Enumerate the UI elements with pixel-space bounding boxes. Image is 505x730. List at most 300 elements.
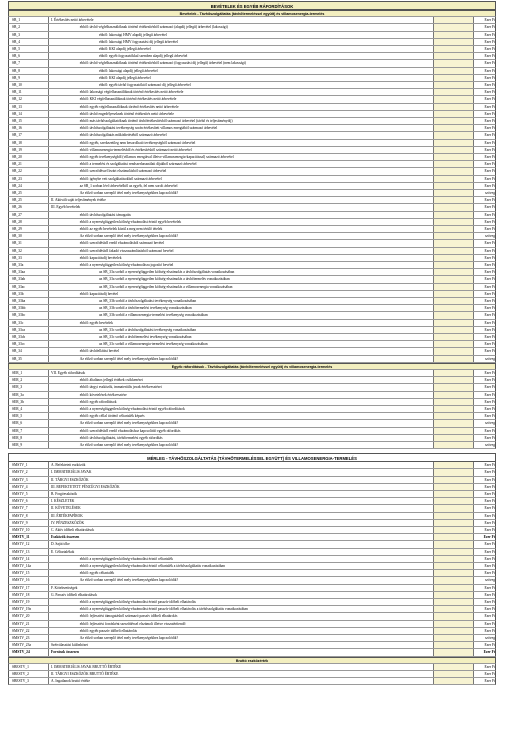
row-unit: Ezer Ft	[474, 284, 496, 290]
value-input-cell[interactable]	[434, 248, 474, 254]
value-input-cell[interactable]	[434, 204, 474, 210]
row-description: II. KÖVETELÉSEK	[49, 505, 434, 511]
row-description: VII. Egyéb ráfordítások	[49, 370, 434, 376]
value-input-cell[interactable]	[434, 413, 474, 419]
row-code: SB_33ca	[9, 327, 49, 333]
row-code: SB_3	[9, 32, 49, 38]
row-code: SMSTV_13	[9, 549, 49, 555]
row-description: ebből: tárgyi eszközök, immateriális javak értékvesztései	[49, 384, 434, 390]
row-description: ebből: általános jellegű értékek csökkenései	[49, 377, 434, 383]
row-code: SER_1	[9, 370, 49, 376]
row-code: SMSTV_14	[9, 556, 49, 562]
value-input-cell[interactable]	[434, 334, 474, 340]
row-unit: Ezer Ft	[474, 327, 496, 333]
row-description: III. BEFEKTETETT PÉNZÜGYI ESZKÖZÖK	[49, 484, 434, 490]
row-unit: Ezer Ft	[474, 664, 496, 670]
row-unit: Ezer Ft	[474, 219, 496, 225]
row-unit: Ezer Ft	[474, 183, 496, 189]
row-description: az SB_33c sorból a távhőszolgáltatási tevékenység vonatkozásában	[49, 327, 434, 333]
value-input-cell[interactable]	[434, 469, 474, 475]
row-code: SB_1	[9, 17, 49, 23]
row-unit: Ezer Ft	[474, 592, 496, 598]
value-input-cell[interactable]	[434, 53, 474, 59]
row-code: SB_11	[9, 89, 49, 95]
row-code: SMSTV_19a	[9, 606, 49, 612]
value-input-cell[interactable]	[434, 341, 474, 347]
value-input-cell[interactable]	[434, 17, 474, 23]
value-input-cell[interactable]	[434, 111, 474, 117]
row-unit: Ezer Ft	[474, 384, 496, 390]
value-input-cell[interactable]	[434, 176, 474, 182]
table-row	[8, 392, 496, 399]
row-unit: Ezer Ft	[474, 24, 496, 30]
table-row	[8, 541, 496, 548]
row-code: SMSTV_19	[9, 599, 49, 605]
value-input-cell[interactable]	[434, 678, 474, 684]
row-unit: szöveg	[474, 442, 496, 448]
row-description: ebből: a nyereségfüggetlen költség-elszámolást érintő céltartalék	[49, 556, 434, 562]
table-row	[8, 204, 496, 211]
table-row	[8, 60, 496, 67]
value-input-cell[interactable]	[434, 276, 474, 282]
table-row	[8, 82, 496, 89]
value-input-cell[interactable]	[434, 384, 474, 390]
row-unit: Ezer Ft	[474, 104, 496, 110]
value-input-cell[interactable]	[434, 592, 474, 598]
table-row	[8, 477, 496, 484]
row-unit: Ezer Ft	[474, 68, 496, 74]
value-input-cell[interactable]	[434, 392, 474, 398]
row-unit: Ezer Ft	[474, 298, 496, 304]
table-row	[8, 46, 496, 53]
value-input-cell[interactable]	[434, 320, 474, 326]
table-row	[8, 104, 496, 111]
row-unit: Ezer Ft	[474, 599, 496, 605]
row-unit: Ezer Ft	[474, 370, 496, 376]
table-row	[8, 585, 496, 592]
row-unit: szöveg	[474, 190, 496, 196]
row-unit: Ezer Ft	[474, 96, 496, 102]
table-row	[8, 269, 496, 276]
row-description: ebből: egyéb, szerkezetileg nem besorolható tevékenységből származó árbevétel	[49, 140, 434, 146]
row-description: az SB_33b sorból a villamosenergia-termelési tevékenység vonatkozásában	[49, 312, 434, 318]
row-code: SMSTV_23	[9, 635, 49, 641]
row-unit: Ezer Ft	[474, 399, 496, 405]
value-input-cell[interactable]	[434, 240, 474, 246]
row-unit: Ezer Ft	[474, 628, 496, 634]
value-input-cell[interactable]	[434, 154, 474, 160]
value-input-cell[interactable]	[434, 89, 474, 95]
value-input-cell[interactable]	[434, 147, 474, 153]
row-unit: Ezer Ft	[474, 678, 496, 684]
table-row	[8, 226, 496, 233]
value-input-cell[interactable]	[434, 212, 474, 218]
row-code: SMSTV_14a	[9, 563, 49, 569]
value-input-cell[interactable]	[434, 168, 474, 174]
table-row	[8, 219, 496, 226]
value-input-cell[interactable]	[434, 613, 474, 619]
row-description: ebből: a nyereségfüggetlen költség-elszámolást érintő céltartalék a távhőszolgáltatás vonatkozásában	[49, 563, 434, 569]
value-input-cell[interactable]	[434, 563, 474, 569]
table-row	[8, 462, 496, 469]
row-description: Az előző sorban szereplő tétel mely tevékenységekhez kapcsolódik?	[49, 190, 434, 196]
row-code: SER_3	[9, 384, 49, 390]
table-row	[8, 592, 496, 599]
value-input-cell[interactable]	[434, 39, 474, 45]
row-unit: szöveg	[474, 233, 496, 239]
row-description: ebből: a nyereségfüggetlen költség-elszámolást érintő passzív időbeli elhatárolás a távhőszolgáltatás vonatkozásában	[49, 606, 434, 612]
row-description: az SB_1 sorban lévő árbevételből az egyéb, fel nem sorolt árbevétel	[49, 183, 434, 189]
value-input-cell[interactable]	[434, 491, 474, 497]
row-description: ebből: kapacitásdíj bevétel	[49, 291, 434, 297]
row-code: SB_21	[9, 161, 49, 167]
section-subtitle-text: Bevételek - Távhőszolgáltatás (távhőtermeléssel együtt) és villamosenergia-termelés	[179, 12, 325, 16]
table-row	[8, 356, 496, 363]
row-unit: Ezer Ft	[474, 204, 496, 210]
row-description: Eszközök összesen	[49, 534, 434, 540]
row-unit: Ezer Ft	[474, 46, 496, 52]
value-input-cell[interactable]	[434, 505, 474, 511]
table-row	[8, 570, 496, 577]
row-code: SER_9	[9, 442, 49, 448]
value-input-cell[interactable]	[434, 621, 474, 627]
value-input-cell[interactable]	[434, 284, 474, 290]
row-code: SMSTV_20	[9, 613, 49, 619]
value-input-cell[interactable]	[434, 161, 474, 167]
value-input-cell[interactable]	[434, 197, 474, 203]
value-input-cell[interactable]	[434, 606, 474, 612]
table-row	[8, 384, 496, 391]
row-description: I. IMMATERIÁLIS JAVAK	[49, 469, 434, 475]
table-row	[8, 628, 496, 635]
row-description: C. Aktív időbeli elhatárolások	[49, 527, 434, 533]
row-unit: Ezer Ft	[474, 168, 496, 174]
row-code: SMSTV_16	[9, 577, 49, 583]
row-code: SB_33bc	[9, 312, 49, 318]
row-description: ebből: egyéb tevékenységből (villamos energiával illetve villamosenergia-kapacitással) származó árbevétel	[49, 154, 434, 160]
section-subtitle	[8, 657, 496, 664]
row-unit: Ezer Ft	[474, 248, 496, 254]
row-description: Szétválasztási különbözet	[49, 642, 434, 648]
row-description: I. Értékesítés nettó árbevétele	[49, 17, 434, 23]
row-description: ebből: más távhőszolgáltatóknak történő távhőértékesítésből származó árbevétel (távhő és teljesítménydíj)	[49, 118, 434, 124]
row-code: SB_31	[9, 240, 49, 246]
row-code: SB_7	[9, 60, 49, 66]
table-row	[8, 520, 496, 527]
value-input-cell[interactable]	[434, 104, 474, 110]
table-row	[8, 248, 496, 255]
value-input-cell[interactable]	[434, 291, 474, 297]
row-unit: Ezer Ft	[474, 341, 496, 347]
row-description: Az előző sorban szereplő tétel mely tevékenységekhez kapcsolódik?	[49, 233, 434, 239]
row-description: I. IMMATERIÁLIS JAVAK BRUTTÓ ÉRTÉKE	[49, 664, 434, 670]
value-input-cell[interactable]	[434, 541, 474, 547]
row-code: SB_28	[9, 219, 49, 225]
table-row	[8, 197, 496, 204]
value-input-cell[interactable]	[434, 377, 474, 383]
value-input-cell[interactable]	[434, 635, 474, 641]
value-input-cell[interactable]	[434, 327, 474, 333]
row-description: ebből: távhő végfelhasználóknak történő értékesítésből származó (alapdíj jellegű) árbevétel (lakossági)	[49, 24, 434, 30]
value-input-cell[interactable]	[434, 671, 474, 677]
table-row	[8, 678, 496, 685]
row-code: SB_5	[9, 46, 49, 52]
table-row	[8, 111, 496, 118]
row-unit: Ezer Ft	[474, 491, 496, 497]
row-unit: Ezer Ft	[474, 291, 496, 297]
value-input-cell[interactable]	[434, 32, 474, 38]
row-code: SB_33b	[9, 291, 49, 297]
table-row	[8, 154, 496, 161]
table-row	[8, 406, 496, 413]
row-code: SMSTV_23a	[9, 642, 49, 648]
value-input-cell[interactable]	[434, 140, 474, 146]
row-description: ebből: követelések értékvesztése	[49, 392, 434, 398]
row-unit: Ezer Ft	[474, 154, 496, 160]
row-unit: Ezer Ft	[474, 428, 496, 434]
row-description: ebből: egyéb céltartalék	[49, 570, 434, 576]
value-input-cell[interactable]	[434, 312, 474, 318]
value-input-cell[interactable]	[434, 24, 474, 30]
value-input-cell[interactable]	[434, 82, 474, 88]
row-unit: Ezer Ft	[474, 334, 496, 340]
table-row	[8, 513, 496, 520]
row-unit: Ezer Ft	[474, 240, 496, 246]
row-code: SB_10	[9, 82, 49, 88]
row-code: SB_34	[9, 348, 49, 354]
row-code: SB_4	[9, 39, 49, 45]
table-row	[8, 635, 496, 642]
row-code: SB_33c	[9, 320, 49, 326]
value-input-cell[interactable]	[434, 219, 474, 225]
value-input-cell[interactable]	[434, 68, 474, 74]
table-row	[8, 240, 496, 247]
table-row	[8, 420, 496, 427]
row-unit: Ezer Ft	[474, 541, 496, 547]
value-input-cell[interactable]	[434, 183, 474, 189]
row-unit: Ezer Ft	[474, 377, 496, 383]
value-input-cell[interactable]	[434, 226, 474, 232]
table-row	[8, 621, 496, 628]
value-input-cell[interactable]	[434, 118, 474, 124]
row-unit: Ezer Ft	[474, 549, 496, 555]
row-code: SMSTV_8	[9, 513, 49, 519]
value-input-cell[interactable]	[434, 664, 474, 670]
row-unit: Ezer Ft	[474, 53, 496, 59]
row-description: ebből: távhőszolgáltatási tevékenység során értékesített villamos energiából származó árbevétel	[49, 125, 434, 131]
row-code: SB_29	[9, 226, 49, 232]
row-description: I. KÉSZLETEK	[49, 498, 434, 504]
row-code: SMSTV_2	[9, 469, 49, 475]
row-description: A. Befektetett eszközök	[49, 462, 434, 468]
value-input-cell[interactable]	[434, 556, 474, 562]
table-row	[8, 140, 496, 147]
value-input-cell[interactable]	[434, 534, 474, 540]
value-input-cell[interactable]	[434, 190, 474, 196]
table-row	[8, 348, 496, 355]
row-code: SMSTV_10	[9, 527, 49, 533]
row-description: II. TÁRGYI ESZKÖZÖK	[49, 477, 434, 483]
value-input-cell[interactable]	[434, 435, 474, 441]
value-input-cell[interactable]	[434, 96, 474, 102]
row-unit: Ezer Ft	[474, 513, 496, 519]
value-input-cell[interactable]	[434, 462, 474, 468]
value-input-cell[interactable]	[434, 477, 474, 483]
value-input-cell[interactable]	[434, 46, 474, 52]
row-description: Az előző sorban szereplő tétel mely tevékenységekhez kapcsolódik?	[49, 356, 434, 362]
value-input-cell[interactable]	[434, 420, 474, 426]
value-input-cell[interactable]	[434, 370, 474, 376]
row-unit: Ezer Ft	[474, 89, 496, 95]
row-code: SBESTV_2	[9, 671, 49, 677]
row-description: ebből: a nyereségfüggetlen költség-elszámolást érintő egyéb ráfordítások	[49, 406, 434, 412]
row-description: Az előző sorban szereplő tétel mely tevékenységekhez kapcsolódik?	[49, 442, 434, 448]
value-input-cell[interactable]	[434, 520, 474, 526]
row-description: A. Ingatlanok bruttó értéke	[49, 678, 434, 684]
row-description: ebből: villamosenergia-termelésből és értékesítésből származó nettó árbevétel	[49, 147, 434, 153]
value-input-cell[interactable]	[434, 549, 474, 555]
table-row	[8, 599, 496, 606]
value-input-cell[interactable]	[434, 577, 474, 583]
section-subtitle-text: Bruttó eszközérték	[235, 658, 269, 663]
table-row	[8, 498, 496, 505]
row-unit: Ezer Ft	[474, 498, 496, 504]
row-description: ebből: távhő végfelhasználóknak történő értékesítésből származó (fogyasztási díj jellegű) árbevétel (nem lakossági)	[49, 60, 434, 66]
row-description: ebből: lakossági HMV alapdíj jellegű árbevétel	[49, 32, 434, 38]
table-row	[8, 505, 496, 512]
row-unit: Ezer Ft	[474, 469, 496, 475]
row-unit: Ezer Ft	[474, 111, 496, 117]
table-row	[8, 255, 496, 262]
row-description: G. Passzív időbeli elhatárolások	[49, 592, 434, 598]
row-unit: Ezer Ft	[474, 147, 496, 153]
row-unit: Ezer Ft	[474, 348, 496, 354]
value-input-cell[interactable]	[434, 305, 474, 311]
row-code: SB_22	[9, 168, 49, 174]
row-code: SB_33bb	[9, 305, 49, 311]
value-input-cell[interactable]	[434, 298, 474, 304]
table-row	[8, 341, 496, 348]
table-row	[8, 32, 496, 39]
row-code: SB_14	[9, 111, 49, 117]
value-input-cell[interactable]	[434, 406, 474, 412]
row-unit: Ezer Ft	[474, 60, 496, 66]
row-description: II. Aktivált saját teljesítmények értéke	[49, 197, 434, 203]
row-unit: Ezer Ft	[474, 462, 496, 468]
row-unit: szöveg	[474, 635, 496, 641]
row-code: SB_12	[9, 96, 49, 102]
value-input-cell[interactable]	[434, 75, 474, 81]
table-row	[8, 305, 496, 312]
value-input-cell[interactable]	[434, 527, 474, 533]
row-code: SB_30	[9, 233, 49, 239]
value-input-cell[interactable]	[434, 356, 474, 362]
row-description: ebből: az egyéb bevételek közül a meg nem térülő tételek	[49, 226, 434, 232]
table-row	[8, 527, 496, 534]
row-code: SMSTV_22	[9, 628, 49, 634]
value-input-cell[interactable]	[434, 60, 474, 66]
row-unit: Ezer Ft	[474, 563, 496, 569]
value-input-cell[interactable]	[434, 513, 474, 519]
value-input-cell[interactable]	[434, 484, 474, 490]
value-input-cell[interactable]	[434, 348, 474, 354]
table-row	[8, 664, 496, 671]
row-code: SER_8	[9, 435, 49, 441]
table-row	[8, 442, 496, 449]
value-input-cell[interactable]	[434, 262, 474, 268]
value-input-cell[interactable]	[434, 570, 474, 576]
table-row	[8, 132, 496, 139]
row-description: az SB_33a sorból a nyereségfüggetlen költség-elszámolás a villamosenergia vonatkozásában	[49, 284, 434, 290]
value-input-cell[interactable]	[434, 628, 474, 634]
row-description: az SB_33a sorból a nyereségfüggetlen költség-elszámolás a távhőtermelés vonatkozásában	[49, 276, 434, 282]
row-description: ebből: egyéb ráfordítások	[49, 399, 434, 405]
value-input-cell[interactable]	[434, 125, 474, 131]
row-code: SMSTV_4	[9, 484, 49, 490]
row-unit: Ezer Ft	[474, 32, 496, 38]
table-row	[8, 96, 496, 103]
table-row	[8, 75, 496, 82]
value-input-cell[interactable]	[434, 233, 474, 239]
value-input-cell[interactable]	[434, 269, 474, 275]
row-description: Az előző sorban szereplő tétel mely tevékenységekhez kapcsolódik?	[49, 577, 434, 583]
row-code: SB_17	[9, 132, 49, 138]
value-input-cell[interactable]	[434, 442, 474, 448]
value-input-cell[interactable]	[434, 599, 474, 605]
row-unit: Ezer Ft	[474, 176, 496, 182]
table-row	[8, 291, 496, 298]
row-description: ebből: távhőszolgáltatás működtetéséből származó árbevétel	[49, 132, 434, 138]
row-description: ebből: kapacitásdíj bevételek	[49, 255, 434, 261]
row-unit: Ezer Ft	[474, 161, 496, 167]
row-description: ebből: a nyereségfüggetlen költség-elszámolást érintő egyéb bevételek	[49, 219, 434, 225]
table-row	[8, 334, 496, 341]
row-code: SBESTV_1	[9, 664, 49, 670]
row-code: SB_27	[9, 212, 49, 218]
row-unit: Ezer Ft	[474, 132, 496, 138]
row-description: ebből: KKI alapdíj jellegű árbevétel	[49, 46, 434, 52]
row-code: SMSTV_12	[9, 541, 49, 547]
value-input-cell[interactable]	[434, 649, 474, 655]
value-input-cell[interactable]	[434, 585, 474, 591]
row-unit: Ezer Ft	[474, 75, 496, 81]
row-unit: Ezer Ft	[474, 570, 496, 576]
table-row	[8, 320, 496, 327]
row-description: ebből: egyéb végfelhasználóknak történő értékesítés nettó árbevétele	[49, 104, 434, 110]
value-input-cell[interactable]	[434, 255, 474, 261]
row-description: ebből: távhőszolgáltatási támogatás	[49, 212, 434, 218]
value-input-cell[interactable]	[434, 498, 474, 504]
value-input-cell[interactable]	[434, 428, 474, 434]
value-input-cell[interactable]	[434, 132, 474, 138]
table-row	[8, 435, 496, 442]
section-title-text: BEVÉTELEK ÉS EGYÉB RÁFORDÍTÁSOK	[210, 4, 294, 9]
row-description: ebből: KKI alapdíj jellegű árbevétel	[49, 75, 434, 81]
row-unit: Ezer Ft	[474, 305, 496, 311]
row-unit: Ezer Ft	[474, 534, 496, 540]
row-code: SB_33ab	[9, 276, 49, 282]
row-code: SER_3b	[9, 399, 49, 405]
row-code: SBESTV_3	[9, 678, 49, 684]
table-row	[8, 534, 496, 541]
row-code: SB_6	[9, 53, 49, 59]
table-row	[8, 613, 496, 620]
row-code: SB_32	[9, 248, 49, 254]
value-input-cell[interactable]	[434, 642, 474, 648]
row-description: Az előző sorban szereplő tétel mely tevékenységekhez kapcsolódik?	[49, 420, 434, 426]
row-code: SMSTV_24	[9, 649, 49, 655]
value-input-cell[interactable]	[434, 399, 474, 405]
